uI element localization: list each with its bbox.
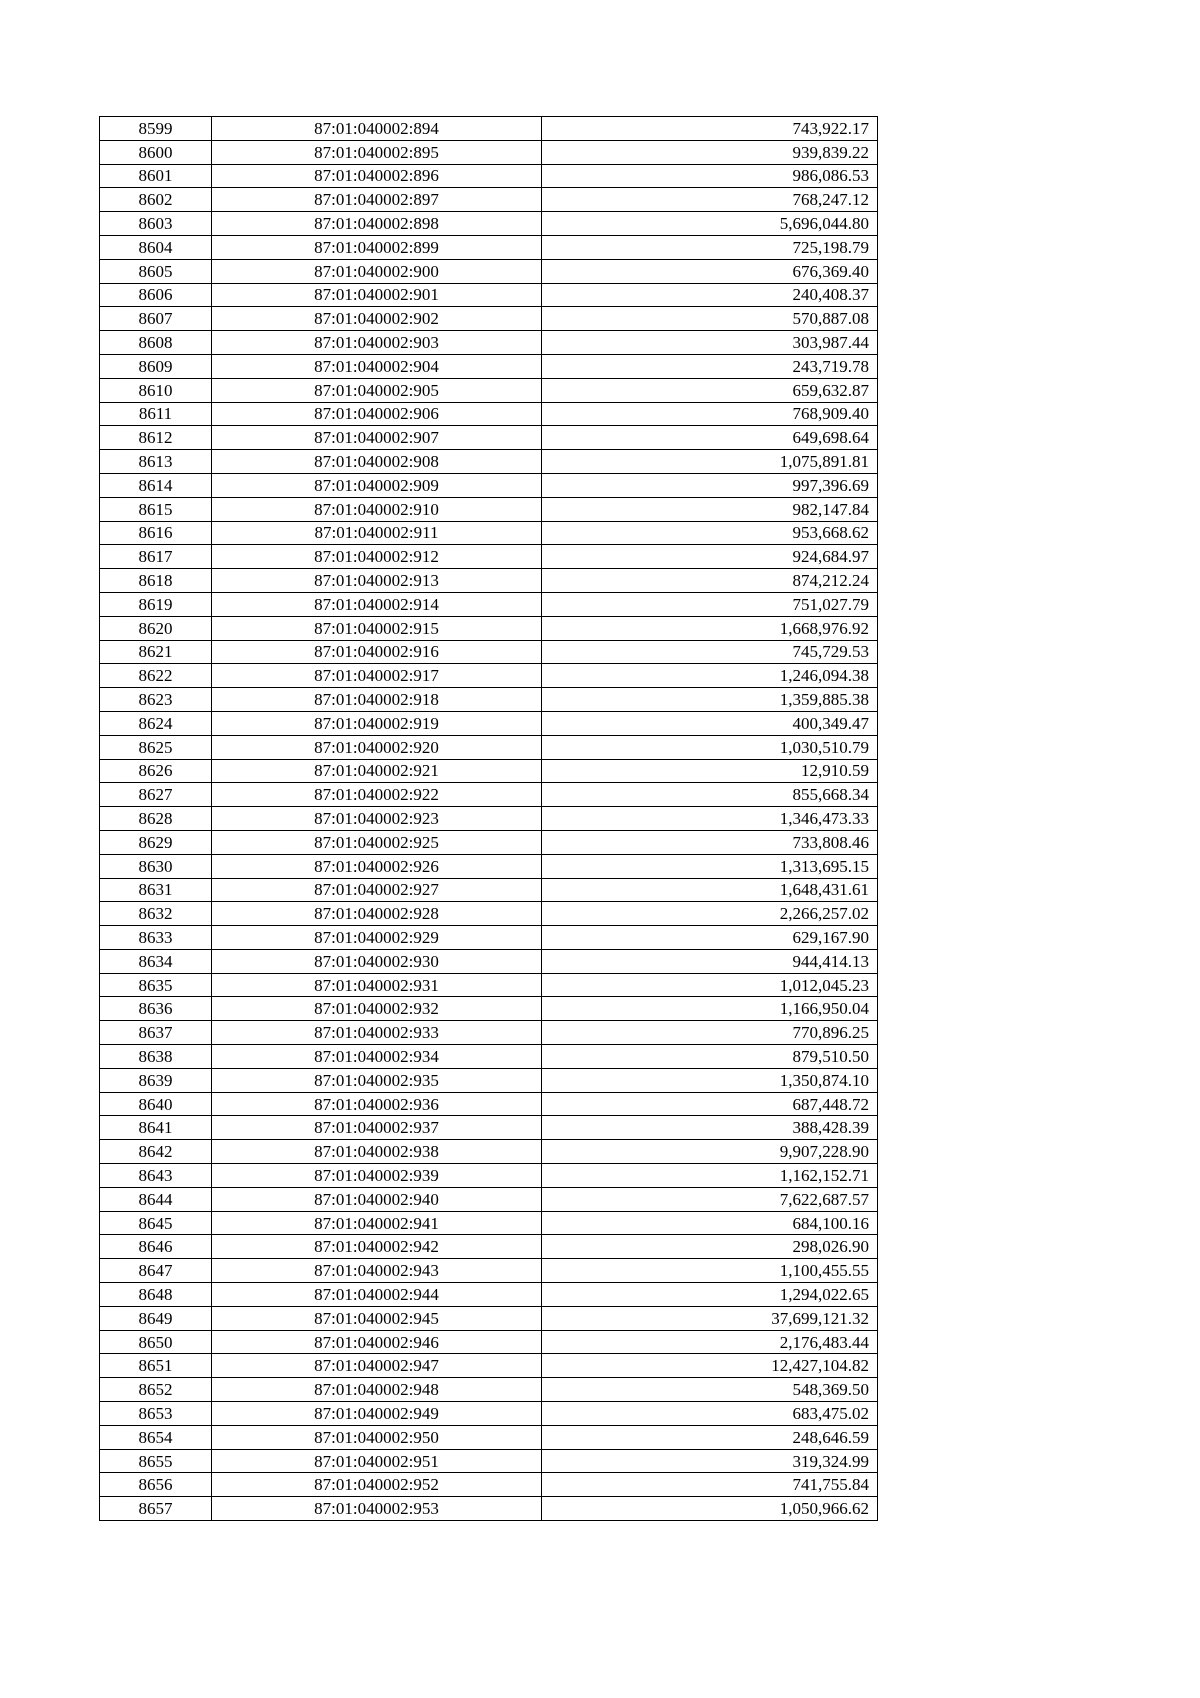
cadastral-number-cell: 87:01:040002:947 <box>212 1354 542 1378</box>
cadastral-number-cell: 87:01:040002:912 <box>212 545 542 569</box>
row-number-cell: 8619 <box>100 592 212 616</box>
table-row <box>100 426 878 450</box>
table-row <box>100 1306 878 1330</box>
value-cell: 725,198.79 <box>542 235 878 259</box>
table-row <box>100 1235 878 1259</box>
table-row <box>100 1378 878 1402</box>
table-row <box>100 1140 878 1164</box>
cadastral-number-cell: 87:01:040002:896 <box>212 164 542 188</box>
row-number-cell: 8617 <box>100 545 212 569</box>
table-body <box>100 117 878 1521</box>
table-row <box>100 235 878 259</box>
table-row <box>100 1021 878 1045</box>
row-number-cell: 8637 <box>100 1021 212 1045</box>
cadastral-number-cell: 87:01:040002:931 <box>212 973 542 997</box>
value-cell: 879,510.50 <box>542 1045 878 1069</box>
table-row <box>100 616 878 640</box>
cadastral-number-cell: 87:01:040002:894 <box>212 117 542 141</box>
cadastral-number-cell: 87:01:040002:911 <box>212 521 542 545</box>
table-row <box>100 902 878 926</box>
value-cell: 684,100.16 <box>542 1211 878 1235</box>
row-number-cell: 8650 <box>100 1330 212 1354</box>
row-number-cell: 8608 <box>100 331 212 355</box>
value-cell: 676,369.40 <box>542 259 878 283</box>
cadastral-number-cell: 87:01:040002:953 <box>212 1497 542 1521</box>
cadastral-number-cell: 87:01:040002:930 <box>212 949 542 973</box>
row-number-cell: 8641 <box>100 1116 212 1140</box>
table-row <box>100 1425 878 1449</box>
row-number-cell: 8613 <box>100 450 212 474</box>
table-row <box>100 592 878 616</box>
value-cell: 2,266,257.02 <box>542 902 878 926</box>
value-cell: 37,699,121.32 <box>542 1306 878 1330</box>
row-number-cell: 8628 <box>100 807 212 831</box>
table-row <box>100 759 878 783</box>
table-row <box>100 830 878 854</box>
table-row <box>100 497 878 521</box>
value-cell: 303,987.44 <box>542 331 878 355</box>
value-cell: 751,027.79 <box>542 592 878 616</box>
value-cell: 741,755.84 <box>542 1473 878 1497</box>
cadastral-number-cell: 87:01:040002:902 <box>212 307 542 331</box>
row-number-cell: 8635 <box>100 973 212 997</box>
cadastral-number-cell: 87:01:040002:943 <box>212 1259 542 1283</box>
row-number-cell: 8657 <box>100 1497 212 1521</box>
row-number-cell: 8648 <box>100 1283 212 1307</box>
row-number-cell: 8624 <box>100 711 212 735</box>
cadastral-number-cell: 87:01:040002:909 <box>212 473 542 497</box>
table-row <box>100 1068 878 1092</box>
value-cell: 1,648,431.61 <box>542 878 878 902</box>
row-number-cell: 8625 <box>100 735 212 759</box>
cadastral-number-cell: 87:01:040002:937 <box>212 1116 542 1140</box>
data-table <box>99 116 878 1521</box>
table-row <box>100 259 878 283</box>
cadastral-number-cell: 87:01:040002:922 <box>212 783 542 807</box>
cadastral-number-cell: 87:01:040002:903 <box>212 331 542 355</box>
row-number-cell: 8614 <box>100 473 212 497</box>
row-number-cell: 8601 <box>100 164 212 188</box>
row-number-cell: 8620 <box>100 616 212 640</box>
value-cell: 953,668.62 <box>542 521 878 545</box>
table-row <box>100 354 878 378</box>
table-row <box>100 521 878 545</box>
cadastral-number-cell: 87:01:040002:915 <box>212 616 542 640</box>
row-number-cell: 8603 <box>100 212 212 236</box>
table-row <box>100 1473 878 1497</box>
table-row <box>100 188 878 212</box>
row-number-cell: 8651 <box>100 1354 212 1378</box>
cadastral-number-cell: 87:01:040002:926 <box>212 854 542 878</box>
row-number-cell: 8610 <box>100 378 212 402</box>
value-cell: 649,698.64 <box>542 426 878 450</box>
row-number-cell: 8647 <box>100 1259 212 1283</box>
value-cell: 997,396.69 <box>542 473 878 497</box>
row-number-cell: 8643 <box>100 1164 212 1188</box>
cadastral-number-cell: 87:01:040002:914 <box>212 592 542 616</box>
table-row <box>100 926 878 950</box>
table-row <box>100 878 878 902</box>
row-number-cell: 8639 <box>100 1068 212 1092</box>
cadastral-number-cell: 87:01:040002:920 <box>212 735 542 759</box>
table-row <box>100 378 878 402</box>
row-number-cell: 8621 <box>100 640 212 664</box>
table-row <box>100 117 878 141</box>
row-number-cell: 8656 <box>100 1473 212 1497</box>
value-cell: 12,427,104.82 <box>542 1354 878 1378</box>
row-number-cell: 8611 <box>100 402 212 426</box>
table-row <box>100 331 878 355</box>
value-cell: 874,212.24 <box>542 569 878 593</box>
row-number-cell: 8609 <box>100 354 212 378</box>
row-number-cell: 8599 <box>100 117 212 141</box>
cadastral-number-cell: 87:01:040002:949 <box>212 1402 542 1426</box>
value-cell: 1,100,455.55 <box>542 1259 878 1283</box>
table-row <box>100 735 878 759</box>
cadastral-number-cell: 87:01:040002:942 <box>212 1235 542 1259</box>
cadastral-number-cell: 87:01:040002:945 <box>212 1306 542 1330</box>
table-row <box>100 783 878 807</box>
row-number-cell: 8652 <box>100 1378 212 1402</box>
row-number-cell: 8629 <box>100 830 212 854</box>
row-number-cell: 8642 <box>100 1140 212 1164</box>
cadastral-number-cell: 87:01:040002:895 <box>212 140 542 164</box>
table-row <box>100 1164 878 1188</box>
row-number-cell: 8605 <box>100 259 212 283</box>
table-row <box>100 140 878 164</box>
cadastral-number-cell: 87:01:040002:908 <box>212 450 542 474</box>
cadastral-number-cell: 87:01:040002:948 <box>212 1378 542 1402</box>
row-number-cell: 8640 <box>100 1092 212 1116</box>
row-number-cell: 8655 <box>100 1449 212 1473</box>
row-number-cell: 8633 <box>100 926 212 950</box>
cadastral-number-cell: 87:01:040002:917 <box>212 664 542 688</box>
table-row <box>100 212 878 236</box>
table-row <box>100 1449 878 1473</box>
cadastral-number-cell: 87:01:040002:928 <box>212 902 542 926</box>
value-cell: 986,086.53 <box>542 164 878 188</box>
value-cell: 770,896.25 <box>542 1021 878 1045</box>
row-number-cell: 8645 <box>100 1211 212 1235</box>
table-row <box>100 450 878 474</box>
value-cell: 982,147.84 <box>542 497 878 521</box>
value-cell: 548,369.50 <box>542 1378 878 1402</box>
cadastral-number-cell: 87:01:040002:918 <box>212 688 542 712</box>
cadastral-number-cell: 87:01:040002:899 <box>212 235 542 259</box>
cadastral-number-cell: 87:01:040002:923 <box>212 807 542 831</box>
value-cell: 1,075,891.81 <box>542 450 878 474</box>
row-number-cell: 8646 <box>100 1235 212 1259</box>
value-cell: 687,448.72 <box>542 1092 878 1116</box>
value-cell: 745,729.53 <box>542 640 878 664</box>
row-number-cell: 8600 <box>100 140 212 164</box>
cadastral-number-cell: 87:01:040002:905 <box>212 378 542 402</box>
table-row <box>100 1211 878 1235</box>
table-row <box>100 1354 878 1378</box>
value-cell: 400,349.47 <box>542 711 878 735</box>
cadastral-number-cell: 87:01:040002:897 <box>212 188 542 212</box>
value-cell: 683,475.02 <box>542 1402 878 1426</box>
table-row <box>100 640 878 664</box>
value-cell: 768,909.40 <box>542 402 878 426</box>
table-row <box>100 545 878 569</box>
table-row <box>100 307 878 331</box>
row-number-cell: 8634 <box>100 949 212 973</box>
cadastral-number-cell: 87:01:040002:934 <box>212 1045 542 1069</box>
table-row <box>100 949 878 973</box>
value-cell: 768,247.12 <box>542 188 878 212</box>
table-row <box>100 711 878 735</box>
cadastral-number-cell: 87:01:040002:921 <box>212 759 542 783</box>
cadastral-number-cell: 87:01:040002:929 <box>212 926 542 950</box>
row-number-cell: 8612 <box>100 426 212 450</box>
value-cell: 1,030,510.79 <box>542 735 878 759</box>
value-cell: 1,313,695.15 <box>542 854 878 878</box>
table-row <box>100 569 878 593</box>
table-row <box>100 688 878 712</box>
cadastral-number-cell: 87:01:040002:901 <box>212 283 542 307</box>
value-cell: 1,668,976.92 <box>542 616 878 640</box>
value-cell: 855,668.34 <box>542 783 878 807</box>
cadastral-number-cell: 87:01:040002:925 <box>212 830 542 854</box>
table-row <box>100 1330 878 1354</box>
table-row <box>100 664 878 688</box>
value-cell: 298,026.90 <box>542 1235 878 1259</box>
cadastral-number-cell: 87:01:040002:935 <box>212 1068 542 1092</box>
cadastral-number-cell: 87:01:040002:900 <box>212 259 542 283</box>
row-number-cell: 8602 <box>100 188 212 212</box>
cadastral-number-cell: 87:01:040002:904 <box>212 354 542 378</box>
value-cell: 2,176,483.44 <box>542 1330 878 1354</box>
cadastral-number-cell: 87:01:040002:938 <box>212 1140 542 1164</box>
row-number-cell: 8644 <box>100 1187 212 1211</box>
value-cell: 659,632.87 <box>542 378 878 402</box>
value-cell: 1,346,473.33 <box>542 807 878 831</box>
row-number-cell: 8653 <box>100 1402 212 1426</box>
row-number-cell: 8618 <box>100 569 212 593</box>
value-cell: 1,294,022.65 <box>542 1283 878 1307</box>
value-cell: 9,907,228.90 <box>542 1140 878 1164</box>
row-number-cell: 8638 <box>100 1045 212 1069</box>
cadastral-number-cell: 87:01:040002:933 <box>212 1021 542 1045</box>
value-cell: 1,350,874.10 <box>542 1068 878 1092</box>
value-cell: 248,646.59 <box>542 1425 878 1449</box>
value-cell: 629,167.90 <box>542 926 878 950</box>
cadastral-number-cell: 87:01:040002:916 <box>212 640 542 664</box>
cadastral-number-cell: 87:01:040002:952 <box>212 1473 542 1497</box>
row-number-cell: 8604 <box>100 235 212 259</box>
value-cell: 5,696,044.80 <box>542 212 878 236</box>
table-row <box>100 973 878 997</box>
cadastral-number-cell: 87:01:040002:950 <box>212 1425 542 1449</box>
cadastral-number-cell: 87:01:040002:907 <box>212 426 542 450</box>
row-number-cell: 8627 <box>100 783 212 807</box>
value-cell: 743,922.17 <box>542 117 878 141</box>
row-number-cell: 8606 <box>100 283 212 307</box>
cadastral-number-cell: 87:01:040002:944 <box>212 1283 542 1307</box>
value-cell: 944,414.13 <box>542 949 878 973</box>
table-row <box>100 1187 878 1211</box>
table-row <box>100 1116 878 1140</box>
table-row <box>100 1259 878 1283</box>
table-row <box>100 1283 878 1307</box>
value-cell: 570,887.08 <box>542 307 878 331</box>
value-cell: 1,359,885.38 <box>542 688 878 712</box>
value-cell: 924,684.97 <box>542 545 878 569</box>
value-cell: 1,050,966.62 <box>542 1497 878 1521</box>
cadastral-number-cell: 87:01:040002:940 <box>212 1187 542 1211</box>
value-cell: 7,622,687.57 <box>542 1187 878 1211</box>
cadastral-number-cell: 87:01:040002:898 <box>212 212 542 236</box>
table-row <box>100 1045 878 1069</box>
cadastral-number-cell: 87:01:040002:936 <box>212 1092 542 1116</box>
table-row <box>100 1402 878 1426</box>
row-number-cell: 8636 <box>100 997 212 1021</box>
table-row <box>100 164 878 188</box>
table-row <box>100 402 878 426</box>
row-number-cell: 8654 <box>100 1425 212 1449</box>
value-cell: 240,408.37 <box>542 283 878 307</box>
value-cell: 939,839.22 <box>542 140 878 164</box>
cadastral-number-cell: 87:01:040002:913 <box>212 569 542 593</box>
table-row <box>100 1497 878 1521</box>
cadastral-number-cell: 87:01:040002:906 <box>212 402 542 426</box>
value-cell: 388,428.39 <box>542 1116 878 1140</box>
row-number-cell: 8616 <box>100 521 212 545</box>
table-row <box>100 283 878 307</box>
row-number-cell: 8623 <box>100 688 212 712</box>
row-number-cell: 8626 <box>100 759 212 783</box>
row-number-cell: 8630 <box>100 854 212 878</box>
cadastral-number-cell: 87:01:040002:941 <box>212 1211 542 1235</box>
cadastral-number-cell: 87:01:040002:946 <box>212 1330 542 1354</box>
cadastral-number-cell: 87:01:040002:927 <box>212 878 542 902</box>
table-row <box>100 997 878 1021</box>
row-number-cell: 8632 <box>100 902 212 926</box>
row-number-cell: 8649 <box>100 1306 212 1330</box>
cadastral-number-cell: 87:01:040002:919 <box>212 711 542 735</box>
value-cell: 1,246,094.38 <box>542 664 878 688</box>
cadastral-number-cell: 87:01:040002:910 <box>212 497 542 521</box>
value-cell: 733,808.46 <box>542 830 878 854</box>
row-number-cell: 8615 <box>100 497 212 521</box>
table-row <box>100 1092 878 1116</box>
value-cell: 1,166,950.04 <box>542 997 878 1021</box>
cadastral-number-cell: 87:01:040002:939 <box>212 1164 542 1188</box>
row-number-cell: 8631 <box>100 878 212 902</box>
value-cell: 243,719.78 <box>542 354 878 378</box>
cadastral-number-cell: 87:01:040002:932 <box>212 997 542 1021</box>
table-row <box>100 807 878 831</box>
value-cell: 1,162,152.71 <box>542 1164 878 1188</box>
value-cell: 319,324.99 <box>542 1449 878 1473</box>
row-number-cell: 8607 <box>100 307 212 331</box>
row-number-cell: 8622 <box>100 664 212 688</box>
table-row <box>100 473 878 497</box>
value-cell: 1,012,045.23 <box>542 973 878 997</box>
cadastral-number-cell: 87:01:040002:951 <box>212 1449 542 1473</box>
value-cell: 12,910.59 <box>542 759 878 783</box>
table-row <box>100 854 878 878</box>
